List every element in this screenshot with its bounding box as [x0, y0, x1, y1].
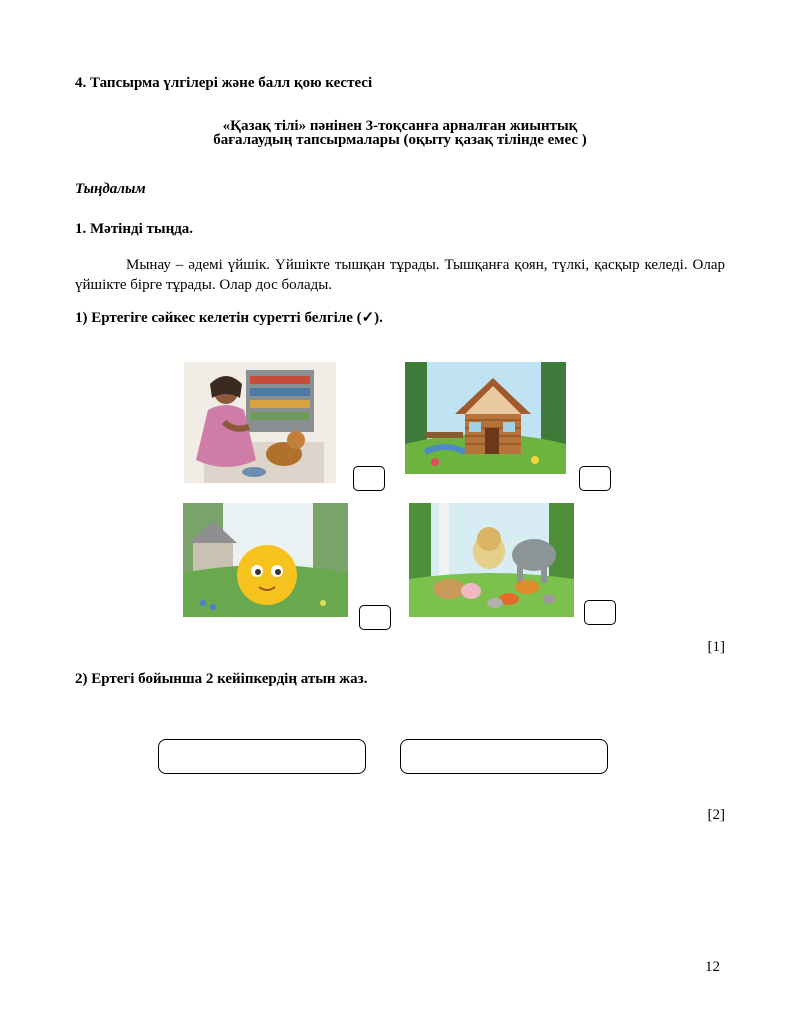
question-1: 1) Ертегіге сәйкес келетін суретті белгіле (✓). [75, 310, 383, 326]
answer-box-2[interactable] [400, 739, 608, 774]
picture-3-checkbox[interactable] [359, 605, 391, 630]
listening-heading: Тыңдалым [75, 181, 146, 197]
score-2: [2] [707, 807, 725, 823]
document-subtitle-line-1: «Қазақ тілі» пәнінен 3-тоқсанға арналған жиынтық [222, 118, 578, 134]
fairy-house-picture [405, 362, 566, 474]
question-2: 2) Ертегі бойынша 2 кейіпкердің атын жаз. [75, 671, 368, 687]
answer-box-1[interactable] [158, 739, 366, 774]
document-subtitle-line-2: бағалаудың тапсырмалары (оқыту қазақ тілінде емес ) [213, 132, 587, 148]
forest-animals-picture [409, 503, 574, 617]
section-heading: 4. Тапсырма үлгілері және балл қою кестесі [75, 75, 373, 91]
picture-1-checkbox[interactable] [353, 466, 385, 491]
score-1: [1] [707, 639, 725, 655]
picture-2-checkbox[interactable] [579, 466, 611, 491]
task1-heading: 1. Мәтінді тыңда. [75, 221, 194, 237]
picture-4-checkbox[interactable] [584, 600, 616, 625]
girl-with-dog-picture [184, 362, 336, 483]
page-number: 12 [705, 959, 720, 975]
kolobok-picture [183, 503, 348, 617]
listening-passage: Мынау – әдемі үйшік. Үйшікте тышқан тұрады. Тышқанға қоян, түлкі, қасқыр келеді. Олар үйшікте бірге тұрады. Олар дос болады. [75, 257, 725, 293]
